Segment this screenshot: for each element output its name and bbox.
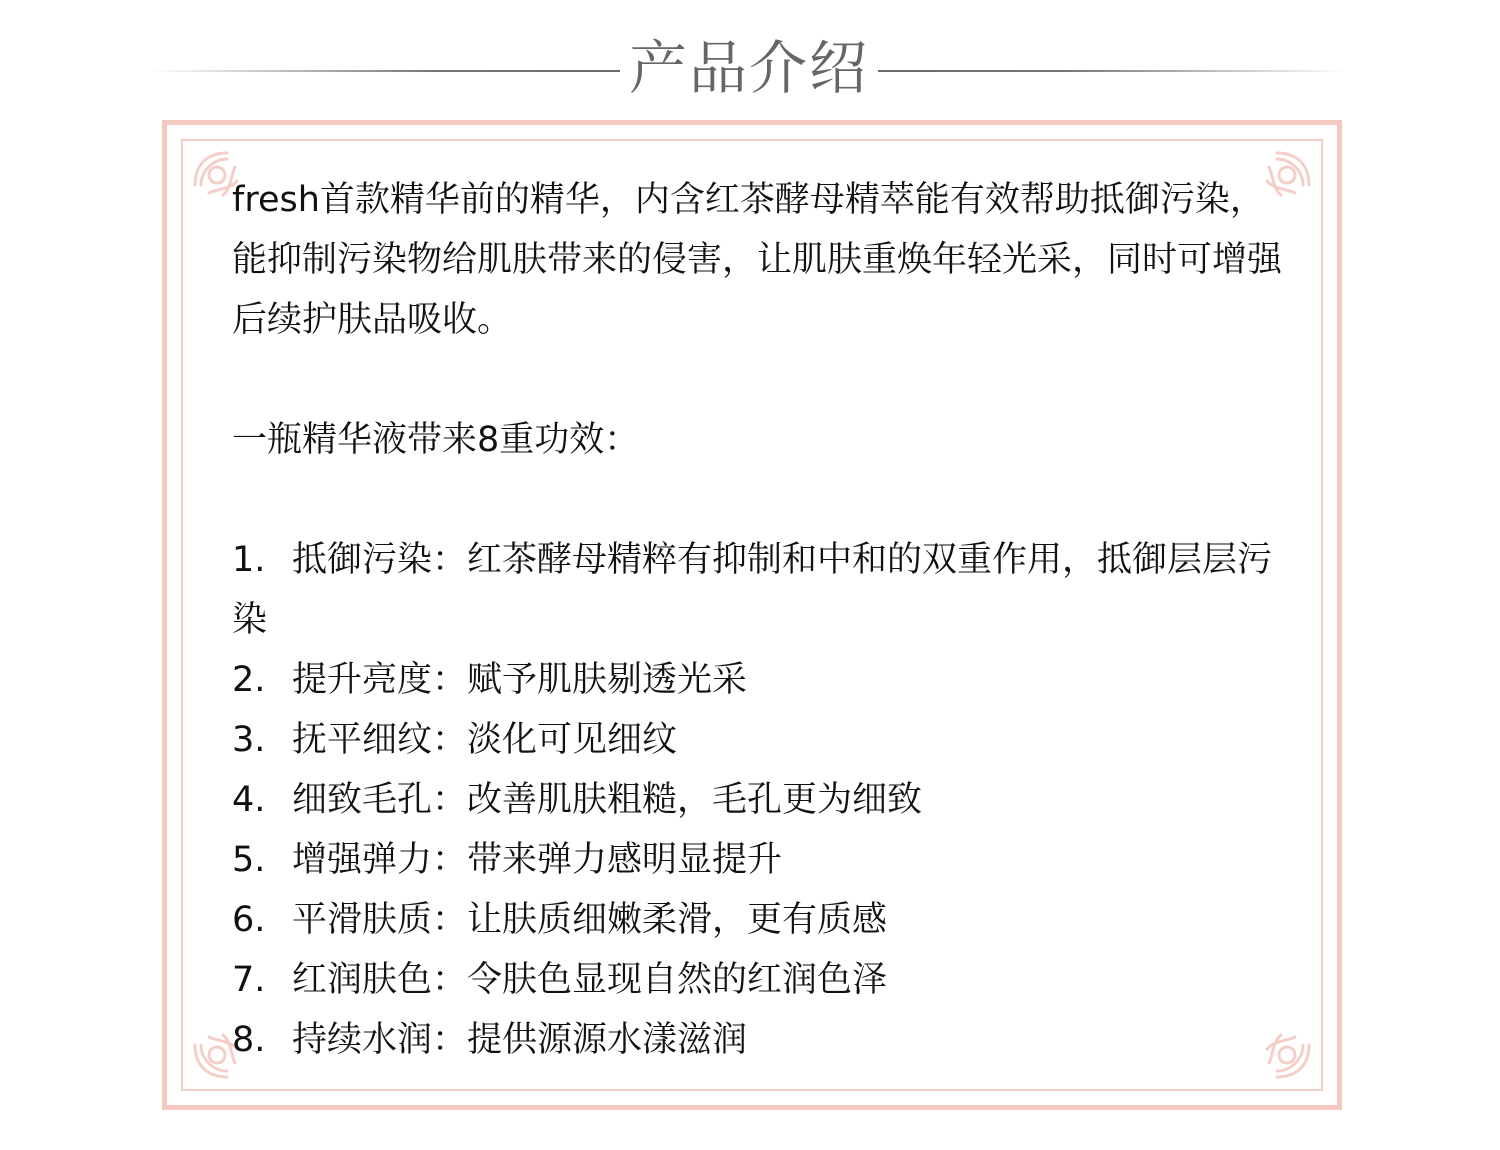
benefit-number: 4. (232, 780, 266, 820)
intro-paragraph: fresh首款精华前的精华，内含红茶酵母精萃能有效帮助抵御污染，能抑制污染物给肌肤带来的侵害，让肌肤重焕年轻光采，同时可增强后续护肤品吸收。 (232, 180, 1283, 340)
benefit-item (232, 770, 1282, 830)
benefit-item (232, 830, 1282, 890)
benefit-number: 6. (232, 900, 266, 940)
benefit-item (232, 890, 1282, 950)
benefit-item (232, 650, 1282, 710)
benefit-text: 提升亮度：赋予肌肤剔透光采 (292, 660, 748, 700)
benefit-number: 7. (232, 960, 266, 1000)
benefit-number: 8. (232, 1020, 266, 1060)
header-divider-left (150, 70, 620, 72)
benefit-text: 平滑肤质：让肤质细嫩柔滑，更有质感 (292, 900, 888, 940)
product-description (232, 170, 1282, 1070)
benefit-text: 红润肤色：令肤色显现自然的红润色泽 (292, 960, 888, 1000)
benefit-number: 3. (232, 720, 266, 760)
benefit-item (232, 530, 1282, 650)
benefit-text: 持续水润：提供源源水漾滋润 (292, 1020, 748, 1060)
section-header (0, 30, 1500, 110)
benefit-item (232, 710, 1282, 770)
benefits-heading: 一瓶精华液带来8重功效： (232, 420, 640, 460)
benefits-list (232, 530, 1282, 1070)
benefit-item (232, 950, 1282, 1010)
benefit-text: 抚平细纹：淡化可见细纹 (292, 720, 678, 760)
benefit-text: 增强弹力：带来弹力感明显提升 (292, 840, 783, 880)
benefit-text: 抵御污染：红茶酵母精粹有抑制和中和的双重作用，抵御层层污染 (232, 540, 1273, 640)
header-divider-right (878, 70, 1348, 72)
benefit-number: 5. (232, 840, 266, 880)
benefit-item (232, 1010, 1282, 1070)
benefit-number: 1. (232, 540, 266, 580)
benefit-text: 细致毛孔：改善肌肤粗糙，毛孔更为细致 (292, 780, 923, 820)
benefit-number: 2. (232, 660, 266, 700)
section-title: 产品介绍 (628, 34, 869, 102)
